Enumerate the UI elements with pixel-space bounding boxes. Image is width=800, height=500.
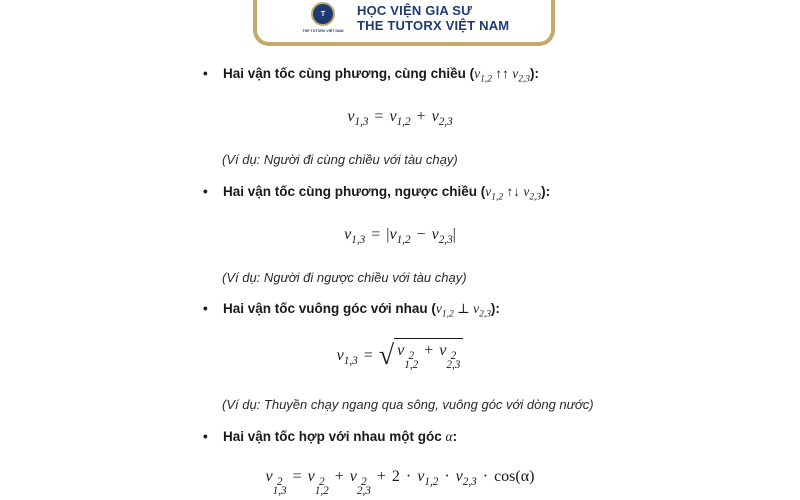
list-item: • Hai vận tốc vuông góc với nhau ($v_{1,2}$ ⊥ $v_{2,3}$): xyxy=(203,301,500,320)
shield-logo-icon: T xyxy=(311,2,335,26)
logo xyxy=(303,2,343,38)
formula-general-angle: v 2 1,3 = v 2 1,2 + v 2 2,3 + $2 \cdot v_{1,2} \cdot v_{2,3} \cdot \cos(\alpha)$ xyxy=(265,468,535,497)
item-heading: Hai vận tốc hợp với nhau một góc xyxy=(223,429,446,444)
sqrt: √ v 2 1,2 + v 2 2,3 xyxy=(379,338,464,370)
item-heading-math: $v_{1,2}$ ⊥ $v_{2,3}$ xyxy=(435,301,491,320)
example-text: (Ví dụ: Thuyền chạy ngang qua sông, vuông góc với dòng nước) xyxy=(222,397,594,412)
item-heading-math: $v_{1,2}$ ↑↓ $v_{2,3}$ xyxy=(485,184,542,203)
list-item: • Hai vận tốc hợp với nhau một góc α: xyxy=(203,429,458,444)
list-item: • Hai vận tốc cùng phương, cùng chiều ($v_{1,2}$ ↑↑ $v_{2,3}$): xyxy=(203,66,539,85)
example-text: (Ví dụ: Người đi ngược chiều với tàu chạy) xyxy=(222,270,467,285)
formula-perpendicular: $v_{1,3}$ = √ v 2 1,2 + v 2 2,3 xyxy=(0,338,800,370)
logo-caption: THE TUTORX VIỆT NAM xyxy=(302,29,344,33)
item-heading: Hai vận tốc vuông góc với nhau ( xyxy=(223,301,436,316)
bullet-icon: • xyxy=(203,301,208,316)
formula-opposite-direction: $v_{1,3} = |v_{1,2} - v_{2,3}|$ xyxy=(344,226,456,247)
bullet-icon: • xyxy=(203,66,208,81)
item-heading: Hai vận tốc cùng phương, cùng chiều ( xyxy=(223,66,475,81)
bullet-icon: • xyxy=(203,429,208,444)
bullet-icon: • xyxy=(203,184,208,199)
example-text: (Ví dụ: Người đi cùng chiều với tàu chạy) xyxy=(222,152,458,167)
item-heading-math: α xyxy=(445,429,453,444)
item-heading: Hai vận tốc cùng phương, ngược chiều ( xyxy=(223,184,486,199)
formula-same-direction: $v_{1,3} = v_{1,2} + v_{2,3}$ xyxy=(347,108,453,129)
list-item: • Hai vận tốc cùng phương, ngược chiều ($v_{1,2}$ ↑↓ $v_{2,3}$): xyxy=(203,184,551,203)
brand-title xyxy=(357,3,509,33)
brand-title-line2: THE TUTORX VIỆT NAM xyxy=(357,18,510,33)
brand-title-line1: HỌC VIỆN GIA SƯ xyxy=(357,3,473,18)
item-heading-math: $v_{1,2}$ ↑↑ $v_{2,3}$ xyxy=(474,66,530,85)
